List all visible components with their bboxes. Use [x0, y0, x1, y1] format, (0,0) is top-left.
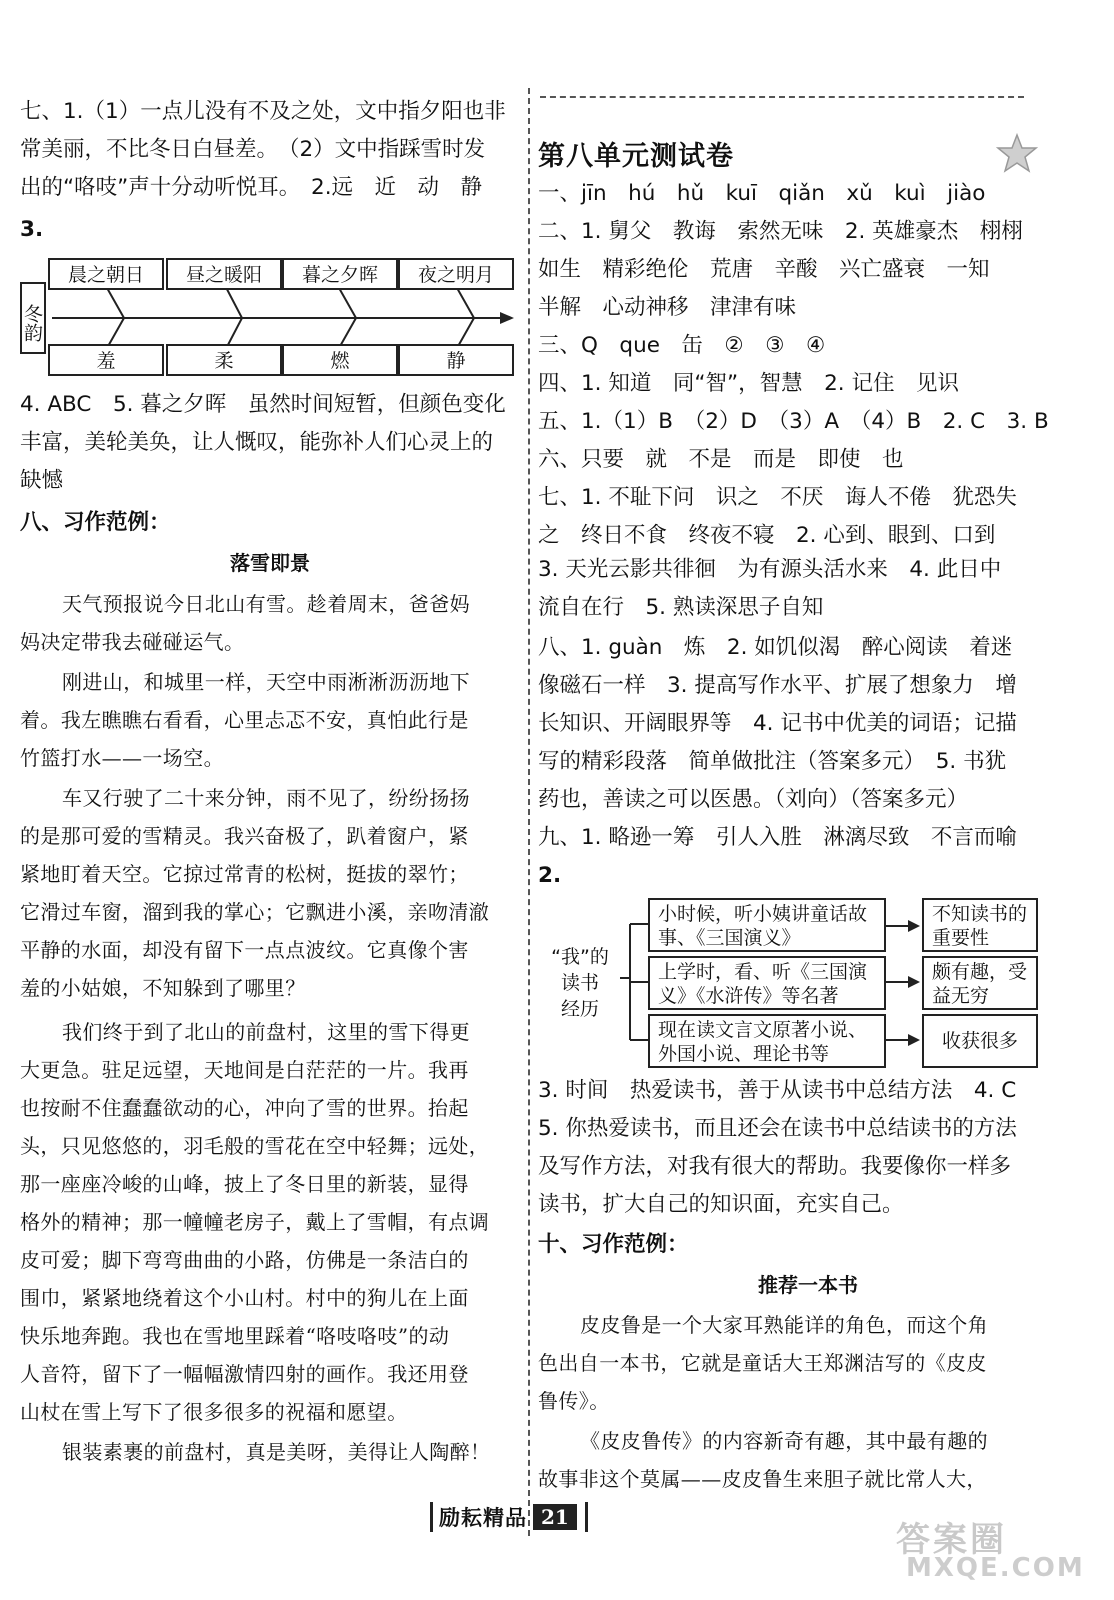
essay-line: 它滑过车窗，溜到我的掌心；它飘进小溪，亲吻清澈 [20, 900, 490, 924]
answer-line: 九、1. 略逊一筹 引人入胜 淋漓尽致 不言而喻 [538, 825, 1017, 850]
essay-line: 皮可爱；脚下弯弯曲曲的小路，仿佛是一条洁白的 [20, 1248, 469, 1272]
timeline-bottom-1: 羞 [48, 344, 164, 376]
answer-line: 之 终日不食 终夜不寝 2. 心到、眼到、口到 [538, 523, 996, 548]
answer-line: 流自在行 5. 熟读深思子自知 [538, 595, 824, 620]
essay2-line: 故事非这个莫属——皮皮鲁生来胆子就比常人大， [538, 1467, 987, 1491]
answer-line: 半解 心动神移 津津有味 [538, 295, 797, 320]
answer-line: 三、Q que 缶 ② ③ ④ [538, 333, 826, 358]
experience-box-2: 上学时，看、听《三国演义》《水浒传》等名著 [648, 956, 886, 1010]
essay-title: 落雪即景 [230, 551, 310, 575]
essay2-line: 色出自一本书，它就是童话大王郑渊洁写的《皮皮 [538, 1351, 987, 1375]
essay-line: 快乐地奔跑。我也在雪地里踩着“咯吱咯吱”的动 [20, 1324, 450, 1348]
answer-line: 如生 精彩绝伦 荒唐 辛酸 兴亡盛衰 一知 [538, 257, 990, 282]
essay-line: 人音符，留下了一幅幅激情四射的画作。我还用登 [20, 1362, 469, 1386]
answer-line: 四、1. 知道 同“智”，智慧 2. 记住 见识 [538, 371, 959, 396]
answer-line: 3. 时间 热爱读书，善于从读书中总结方法 4. C [538, 1078, 1017, 1103]
essay-line: 竹篮打水——一场空。 [20, 746, 224, 770]
answer-line: 像磁石一样 3. 提高写作水平、扩展了想象力 增 [538, 673, 1017, 698]
answer-line: 2. [538, 863, 562, 888]
watermark-logo: 答案圈 [896, 1520, 1007, 1560]
essay2-line: 皮皮鲁是一个大家耳熟能详的角色，而这个角 [580, 1313, 988, 1337]
result-box-2: 颇有趣，受益无穷 [922, 956, 1038, 1010]
q7-line-1: 七、1.（1）一点儿没有不及之处，文中指夕阳也非 [20, 99, 506, 124]
q7b-line-1: 4. ABC 5. 暮之夕晖 虽然时间短暂，但颜色变化 [20, 392, 506, 417]
essay-line: 围巾，紧紧地绕着这个小山村。村中的狗儿在上面 [20, 1286, 469, 1310]
essay2-line: 《皮皮鲁传》的内容新奇有趣，其中最有趣的 [580, 1429, 988, 1453]
answer-line: 写的精彩段落 简单做批注（答案多元） 5. 书犹 [538, 749, 1007, 774]
essay-line: 也按耐不住蠢蠢欲动的心，冲向了雪的世界。抬起 [20, 1096, 469, 1120]
essay-line: 着。我左瞧瞧右看看，心里忐忑不安，真怕此行是 [20, 708, 469, 732]
star-icon [996, 132, 1038, 174]
answer-line: 二、1. 舅父 教诲 索然无味 2. 英雄豪杰 栩栩 [538, 219, 1023, 244]
page-footer [430, 1500, 588, 1534]
essay-line: 格外的精神；那一幢幢老房子，戴上了雪帽，有点调 [20, 1210, 490, 1234]
diagram2-label-line-3: 经历 [560, 998, 599, 1020]
timeline-top-3: 暮之夕晖 [282, 258, 398, 290]
answer-line: 长知识、开阔眼界等 4. 记书中优美的词语；记描 [538, 711, 1017, 736]
answer-line: 及写作方法，对我有很大的帮助。我要像你一样多 [538, 1154, 1012, 1179]
essay-line: 平静的水面，却没有留下一点点波纹。它真像个害 [20, 938, 469, 962]
essay-line: 那一座座冷峻的山峰，披上了冬日里的新装，显得 [20, 1172, 469, 1196]
timeline-bottom-4: 静 [398, 344, 514, 376]
q10-heading: 十、习作范例： [538, 1232, 689, 1257]
essay-line: 大更急。驻足远望，天地间是白茫茫的一片。我再 [20, 1058, 469, 1082]
answer-line: 六、只要 就 不是 而是 即使 也 [538, 447, 904, 472]
answer-line: 药也，善读之可以医愚。（刘向）（答案多元） [538, 787, 969, 812]
answer-line: 五、1.（1）B （2）D （3）A （4）B 2. C 3. B [538, 409, 1049, 434]
essay-line: 妈决定带我去碰碰运气。 [20, 630, 245, 654]
answer-line: 八、1. guàn 炼 2. 如饥似渴 醉心阅读 着迷 [538, 635, 1013, 660]
essay-line: 银装素裹的前盘村，真是美呀，美得让人陶醉！ [62, 1440, 491, 1464]
diagram2-label-line-1: “我”的 [551, 946, 609, 968]
essay-line: 紧地盯着天空。它掠过常青的松树，挺拔的翠竹； [20, 862, 469, 886]
footer-bar-left [430, 1502, 433, 1532]
essay-line: 羞的小姑娘，不知躲到了哪里？ [20, 976, 306, 1000]
timeline-diagram [20, 256, 520, 378]
result-box-3: 收获很多 [922, 1014, 1038, 1068]
answer-line: 七、1. 不耻下问 识之 不厌 诲人不倦 犹恐失 [538, 485, 1017, 510]
diagram2-left-label [538, 944, 622, 1022]
essay-line: 的是那可爱的雪精灵。我兴奋极了，趴着窗户，紧 [20, 824, 469, 848]
essay-line: 车又行驶了二十来分钟，雨不见了，纷纷扬扬 [62, 786, 470, 810]
essay-line: 刚进山，和城里一样，天空中雨淅淅沥沥地下 [62, 670, 470, 694]
timeline-bottom-3: 燃 [282, 344, 398, 376]
experience-box-1: 小时候，听小姨讲童话故事、《三国演义》 [648, 898, 886, 952]
essay-line: 我们终于到了北山的前盘村，这里的雪下得更 [62, 1020, 470, 1044]
footer-bar-right [585, 1502, 588, 1532]
page-number: 21 [533, 1504, 577, 1530]
result-box-1: 不知读书的重要性 [922, 898, 1038, 952]
essay-line: 山杖在雪上写下了很多很多的祝福和愿望。 [20, 1400, 408, 1424]
q7-line-4: 3. [20, 217, 44, 242]
essay2-line: 鲁传》。 [538, 1389, 610, 1413]
essay-line: 天气预报说今日北山有雪。趁着周末，爸爸妈 [62, 592, 470, 616]
answer-line: 3. 天光云影共徘徊 为有源头活水来 4. 此日中 [538, 557, 1002, 582]
timeline-top-4: 夜之明月 [398, 258, 514, 290]
answer-line: 一、jīn hú hǔ kuī qiǎn xǔ kuì jiào [538, 181, 986, 206]
reading-experience-diagram [538, 896, 1078, 1070]
answer-line: 读书，扩大自己的知识面，充实自己。 [538, 1192, 904, 1217]
timeline-bottom-2: 柔 [166, 344, 282, 376]
answer-line: 5. 你热爱读书，而且还会在读书中总结读书的方法 [538, 1116, 1017, 1141]
timeline-top-1: 晨之朝日 [48, 258, 164, 290]
unit-title: 第八单元测试卷 [538, 141, 734, 172]
q7-line-2: 常美丽，不比冬日白昼差。 （2）文中指踩雪时发 [20, 137, 486, 162]
diagram2-label-line-2: 读书 [560, 972, 599, 994]
timeline-top-2: 昼之暖阳 [166, 258, 282, 290]
q7b-line-2: 丰富，美轮美奂，让人慨叹，能弥补人们心灵上的 [20, 430, 494, 455]
essay-line: 头，只见悠悠的，羽毛般的雪花在空中轻舞；远处， [20, 1134, 490, 1158]
column-divider [528, 88, 530, 1536]
q7b-line-3: 缺憾 [20, 468, 64, 493]
watermark-url: MXQE.COM [906, 1553, 1085, 1583]
q7-line-3: 出的“咯吱”声十分动听悦耳。 2.远 近 动 静 [20, 175, 483, 200]
top-dashed-rule [540, 96, 1024, 98]
diagram-side-label: 冬韵 [20, 282, 46, 354]
essay2-title: 推荐一本书 [758, 1273, 858, 1297]
experience-box-3: 现在读文言文原著小说、外国小说、理论书等 [648, 1014, 886, 1068]
q8-heading: 八、习作范例： [20, 510, 171, 535]
footer-brand: 励耘精品 [439, 1506, 527, 1530]
